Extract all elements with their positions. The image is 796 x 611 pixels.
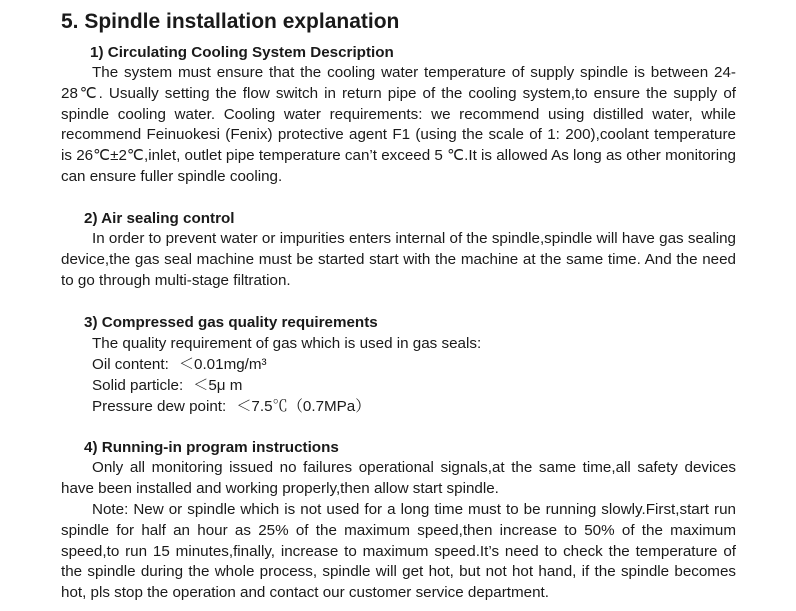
gas-quality-intro: The quality requirement of gas which is used in gas seals: <box>92 335 482 352</box>
spec-row-oil-content <box>92 354 267 375</box>
spec-label: Pressure dew point: <box>92 398 227 415</box>
spec-value: ＜5μ m <box>193 377 243 394</box>
spec-value: ＜7.5℃（0.7MPa） <box>236 398 371 415</box>
spec-row-dew-point <box>92 396 370 417</box>
spec-label: Oil content: <box>92 356 169 373</box>
spec-label: Solid particle: <box>92 377 184 394</box>
section-heading-cooling-system: 1) Circulating Cooling System Description <box>90 44 394 61</box>
air-sealing-paragraph: In order to prevent water or impurities enters internal of the spindle,spindle will have gas sealing device,the gas seal machine must be started start with the machine at the same time. And the need to go through multi-stage filtration. <box>61 230 736 289</box>
section-heading-running-in: 4) Running-in program instructions <box>84 439 339 456</box>
running-in-paragraph: Only all monitoring issued no failures operational signals,at the same time,all safety devices have been installed and working properly,then allow start spindle. <box>61 459 736 497</box>
spec-row-solid-particle <box>92 375 242 396</box>
spec-value: ＜0.01mg/m³ <box>178 356 267 373</box>
page-title: 5. Spindle installation explanation <box>61 10 400 33</box>
cooling-system-paragraph: The system must ensure that the cooling water temperature of supply spindle is between 24-28℃. Usually setting the flow switch in return pipe of the cooling system,to ensure the supply of spindle cooling water. Cooling water requirements: we recommend using distilled water, while recommend Feinuokesi (Fenix) protective agent F1 (using the scale of 1: 200),coolant temperature is 26℃±2℃,inlet, outlet pipe temperature can’t exceed 5 ℃.It is allowed As long as other monitoring can ensure fuller spindle cooling. <box>61 64 736 185</box>
running-in-note-paragraph: Note: New or spindle which is not used for a long time must to be running slowly.First,start run spindle for half an hour as 25% of the maximum speed,then increase to 50% of the maximum speed,to run 15 minutes,finally, increase to maximum speed.It’s need to check the temperature of the spindle during the whole process, spindle will get hot, but not hot hand, if the spindle becomes hot, pls stop the operation and contact our customer service department. <box>61 501 736 602</box>
section-heading-air-sealing: 2) Air sealing control <box>84 210 235 227</box>
section-heading-gas-quality: 3) Compressed gas quality requirements <box>84 314 378 331</box>
